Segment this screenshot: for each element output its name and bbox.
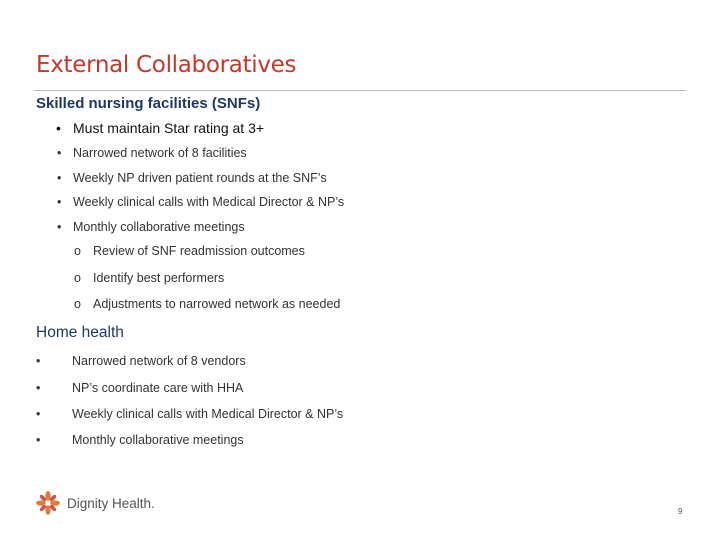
bullet-icon: • (57, 195, 62, 209)
sub-bullet-icon: o (74, 244, 81, 258)
home-health-heading: Home health (36, 324, 124, 341)
list-item-text: Weekly clinical calls with Medical Director & NP’s (72, 407, 344, 421)
sub-list-item-text: Review of SNF readmission outcomes (93, 244, 305, 258)
slide-title: External Collaboratives (36, 52, 297, 78)
sub-list-item-text: Adjustments to narrowed network as needed (93, 297, 341, 311)
list-item-text: Narrowed network of 8 vendors (72, 354, 246, 368)
snf-main-bullet-text: Must maintain Star rating at 3+ (73, 120, 265, 136)
list-item-text: Monthly collaborative meetings (73, 220, 245, 234)
list-item-text: Weekly NP driven patient rounds at the SNF’s (73, 171, 327, 185)
list-item-text: Monthly collaborative meetings (72, 433, 244, 447)
list-item-text: Narrowed network of 8 facilities (73, 146, 247, 160)
bullet-icon: • (36, 433, 41, 447)
title-divider (34, 90, 686, 91)
page-number: 9 (678, 507, 683, 516)
bullet-icon: • (36, 354, 41, 368)
logo-mark-icon (35, 490, 61, 516)
bullet-icon: • (56, 120, 61, 136)
logo-text: Dignity Health. (67, 495, 155, 511)
sub-bullet-icon: o (74, 271, 81, 285)
bullet-icon: • (36, 407, 41, 421)
bullet-icon: • (57, 146, 62, 160)
bullet-icon: • (57, 171, 62, 185)
bullet-icon: • (36, 381, 41, 395)
sub-bullet-icon: o (74, 297, 81, 311)
bullet-icon: • (57, 220, 62, 234)
list-item-text: Weekly clinical calls with Medical Director & NP’s (73, 195, 345, 209)
sub-list-item-text: Identify best performers (93, 271, 225, 285)
snf-heading: Skilled nursing facilities (SNFs) (36, 95, 261, 112)
dignity-health-logo (35, 488, 155, 518)
list-item-text: NP’s coordinate care with HHA (72, 381, 244, 395)
